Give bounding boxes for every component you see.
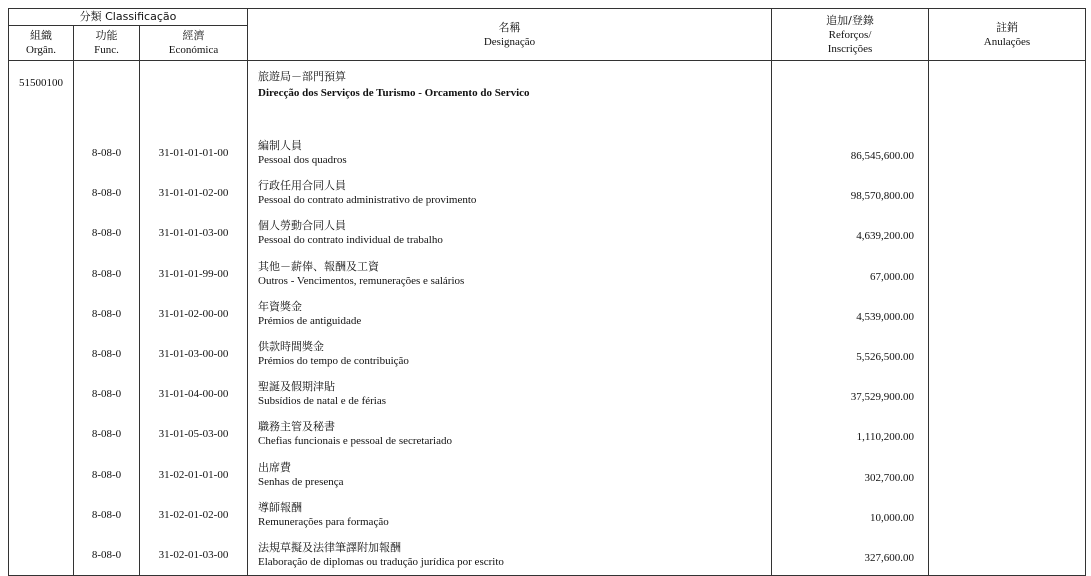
table-row: [9, 374, 1086, 414]
function-code: 8-08-0: [74, 294, 140, 334]
classification-header: 分類 Classificação: [9, 9, 248, 26]
table-row: [9, 455, 1086, 495]
designation-pt: Chefias funcionais e pessoal de secretariado: [258, 435, 452, 448]
table-row: [9, 495, 1086, 535]
designation-cell: [248, 133, 772, 173]
table-row: [9, 414, 1086, 454]
organ-cell: [9, 374, 74, 414]
economic-code: 31-01-01-03-00: [140, 213, 248, 253]
function-code: 8-08-0: [74, 374, 140, 414]
designation-cell: [248, 455, 772, 495]
economic-code: 31-02-01-01-00: [140, 455, 248, 495]
designation-zh: 其他－薪俸、報酬及工資: [258, 259, 379, 273]
reinforcement-amount: 67,000.00: [772, 254, 929, 294]
annulment-cell: [929, 455, 1086, 495]
reinforcement-amount: 327,600.00: [772, 535, 929, 576]
function-code: 8-08-0: [74, 133, 140, 173]
table-row: [9, 294, 1086, 334]
reinforcement-amount: 4,639,200.00: [772, 213, 929, 253]
organ-cell: [9, 173, 74, 213]
designation-cell: [248, 213, 772, 253]
annulment-cell: [929, 254, 1086, 294]
function-code: 8-08-0: [74, 414, 140, 454]
designation-header: 名稱 Designação: [248, 9, 772, 61]
designation-zh: 行政任用合同人員: [258, 179, 346, 193]
function-code: 8-08-0: [74, 173, 140, 213]
annulment-cell: [929, 414, 1086, 454]
reinforcement-amount: 5,526,500.00: [772, 334, 929, 374]
organ-cell: [9, 334, 74, 374]
economic-code: 31-01-01-99-00: [140, 254, 248, 294]
table-row: [9, 213, 1086, 253]
designation-pt: Elaboração de diplomas ou tradução jurídica por escrito: [258, 555, 504, 568]
designation-pt: Pessoal dos quadros: [258, 154, 347, 167]
function-code: 8-08-0: [74, 495, 140, 535]
reinforcement-amount: 98,570,800.00: [772, 173, 929, 213]
designation-cell: [248, 374, 772, 414]
economic-code: 31-02-01-03-00: [140, 535, 248, 576]
designation-cell: [248, 334, 772, 374]
economic-code: 31-01-01-02-00: [140, 173, 248, 213]
table-row: [9, 535, 1086, 576]
designation-cell: [248, 173, 772, 213]
function-code: 8-08-0: [74, 334, 140, 374]
annulment-cell: [929, 133, 1086, 173]
designation-zh: 個人勞動合同人員: [258, 219, 346, 233]
designation-pt: Pessoal do contrato individual de trabalho: [258, 234, 443, 247]
designation-pt: Outros - Vencimentos, remunerações e salários: [258, 274, 465, 287]
reinforcement-amount: 1,110,200.00: [772, 414, 929, 454]
designation-zh: 供款時間獎金: [258, 340, 324, 354]
budget-table: [8, 8, 1086, 576]
organ-header: 組織 Orgân.: [9, 26, 74, 61]
organ-title-pt: Direcção dos Serviços de Turismo - Orcamento do Servico: [258, 87, 530, 99]
organ-cell: [9, 455, 74, 495]
organ-cell: [9, 254, 74, 294]
designation-zh: 聖誕及假期津貼: [258, 380, 335, 394]
reinforcement-amount: 4,539,000.00: [772, 294, 929, 334]
organ-cell: [9, 495, 74, 535]
economic-code: 31-01-01-01-00: [140, 133, 248, 173]
economic-code: 31-01-04-00-00: [140, 374, 248, 414]
reinforcements-header: 追加/登錄 Reforços/ Inscrições: [772, 9, 929, 61]
designation-pt: Senhas de presença: [258, 475, 344, 488]
organ-title: [248, 61, 772, 124]
economic-header: 經濟 Económica: [140, 26, 248, 61]
table-row: [9, 173, 1086, 213]
annulment-cell: [929, 334, 1086, 374]
economic-code: 31-01-05-03-00: [140, 414, 248, 454]
annulment-cell: [929, 374, 1086, 414]
designation-pt: Pessoal do contrato administrativo de provimento: [258, 194, 477, 207]
annulment-cell: [929, 294, 1086, 334]
annulment-cell: [929, 213, 1086, 253]
function-code: 8-08-0: [74, 213, 140, 253]
designation-zh: 法規草擬及法律筆譯附加報酬: [258, 540, 401, 554]
economic-code: 31-01-02-00-00: [140, 294, 248, 334]
function-code: 8-08-0: [74, 535, 140, 576]
annulment-cell: [929, 535, 1086, 576]
organ-cell: [9, 294, 74, 334]
organ-cell: [9, 213, 74, 253]
organ-title-zh: 旅遊局－部門預算: [258, 70, 346, 83]
designation-cell: [248, 414, 772, 454]
designation-pt: Remunerações para formação: [258, 515, 389, 528]
reinforcement-amount: 86,545,600.00: [772, 133, 929, 173]
reinforcement-amount: 37,529,900.00: [772, 374, 929, 414]
economic-code: 31-02-01-02-00: [140, 495, 248, 535]
designation-zh: 職務主管及秘書: [258, 420, 335, 434]
organ-cell: [9, 535, 74, 576]
organ-cell: [9, 414, 74, 454]
function-header: 功能 Func.: [74, 26, 140, 61]
economic-code: 31-01-03-00-00: [140, 334, 248, 374]
designation-cell: [248, 254, 772, 294]
designation-cell: [248, 495, 772, 535]
designation-pt: Prémios do tempo de contribuição: [258, 355, 409, 368]
reinforcement-amount: 302,700.00: [772, 455, 929, 495]
designation-pt: Subsídios de natal e de férias: [258, 395, 386, 408]
organ-row: [9, 61, 1086, 124]
designation-zh: 年資獎金: [258, 299, 302, 313]
designation-zh: 導師報酬: [258, 500, 302, 514]
reinforcement-amount: 10,000.00: [772, 495, 929, 535]
annulment-cell: [929, 495, 1086, 535]
annulments-header: 註銷 Anulações: [929, 9, 1086, 61]
table-row: [9, 334, 1086, 374]
designation-zh: 編制人員: [258, 139, 302, 153]
designation-cell: [248, 294, 772, 334]
function-code: 8-08-0: [74, 455, 140, 495]
designation-pt: Prémios de antiguidade: [258, 314, 362, 327]
designation-zh: 出席費: [258, 460, 291, 474]
table-row: [9, 254, 1086, 294]
organ-code: 51500100: [9, 61, 74, 124]
table-row: [9, 133, 1086, 173]
function-code: 8-08-0: [74, 254, 140, 294]
organ-cell: [9, 133, 74, 173]
annulment-cell: [929, 173, 1086, 213]
designation-cell: [248, 535, 772, 576]
